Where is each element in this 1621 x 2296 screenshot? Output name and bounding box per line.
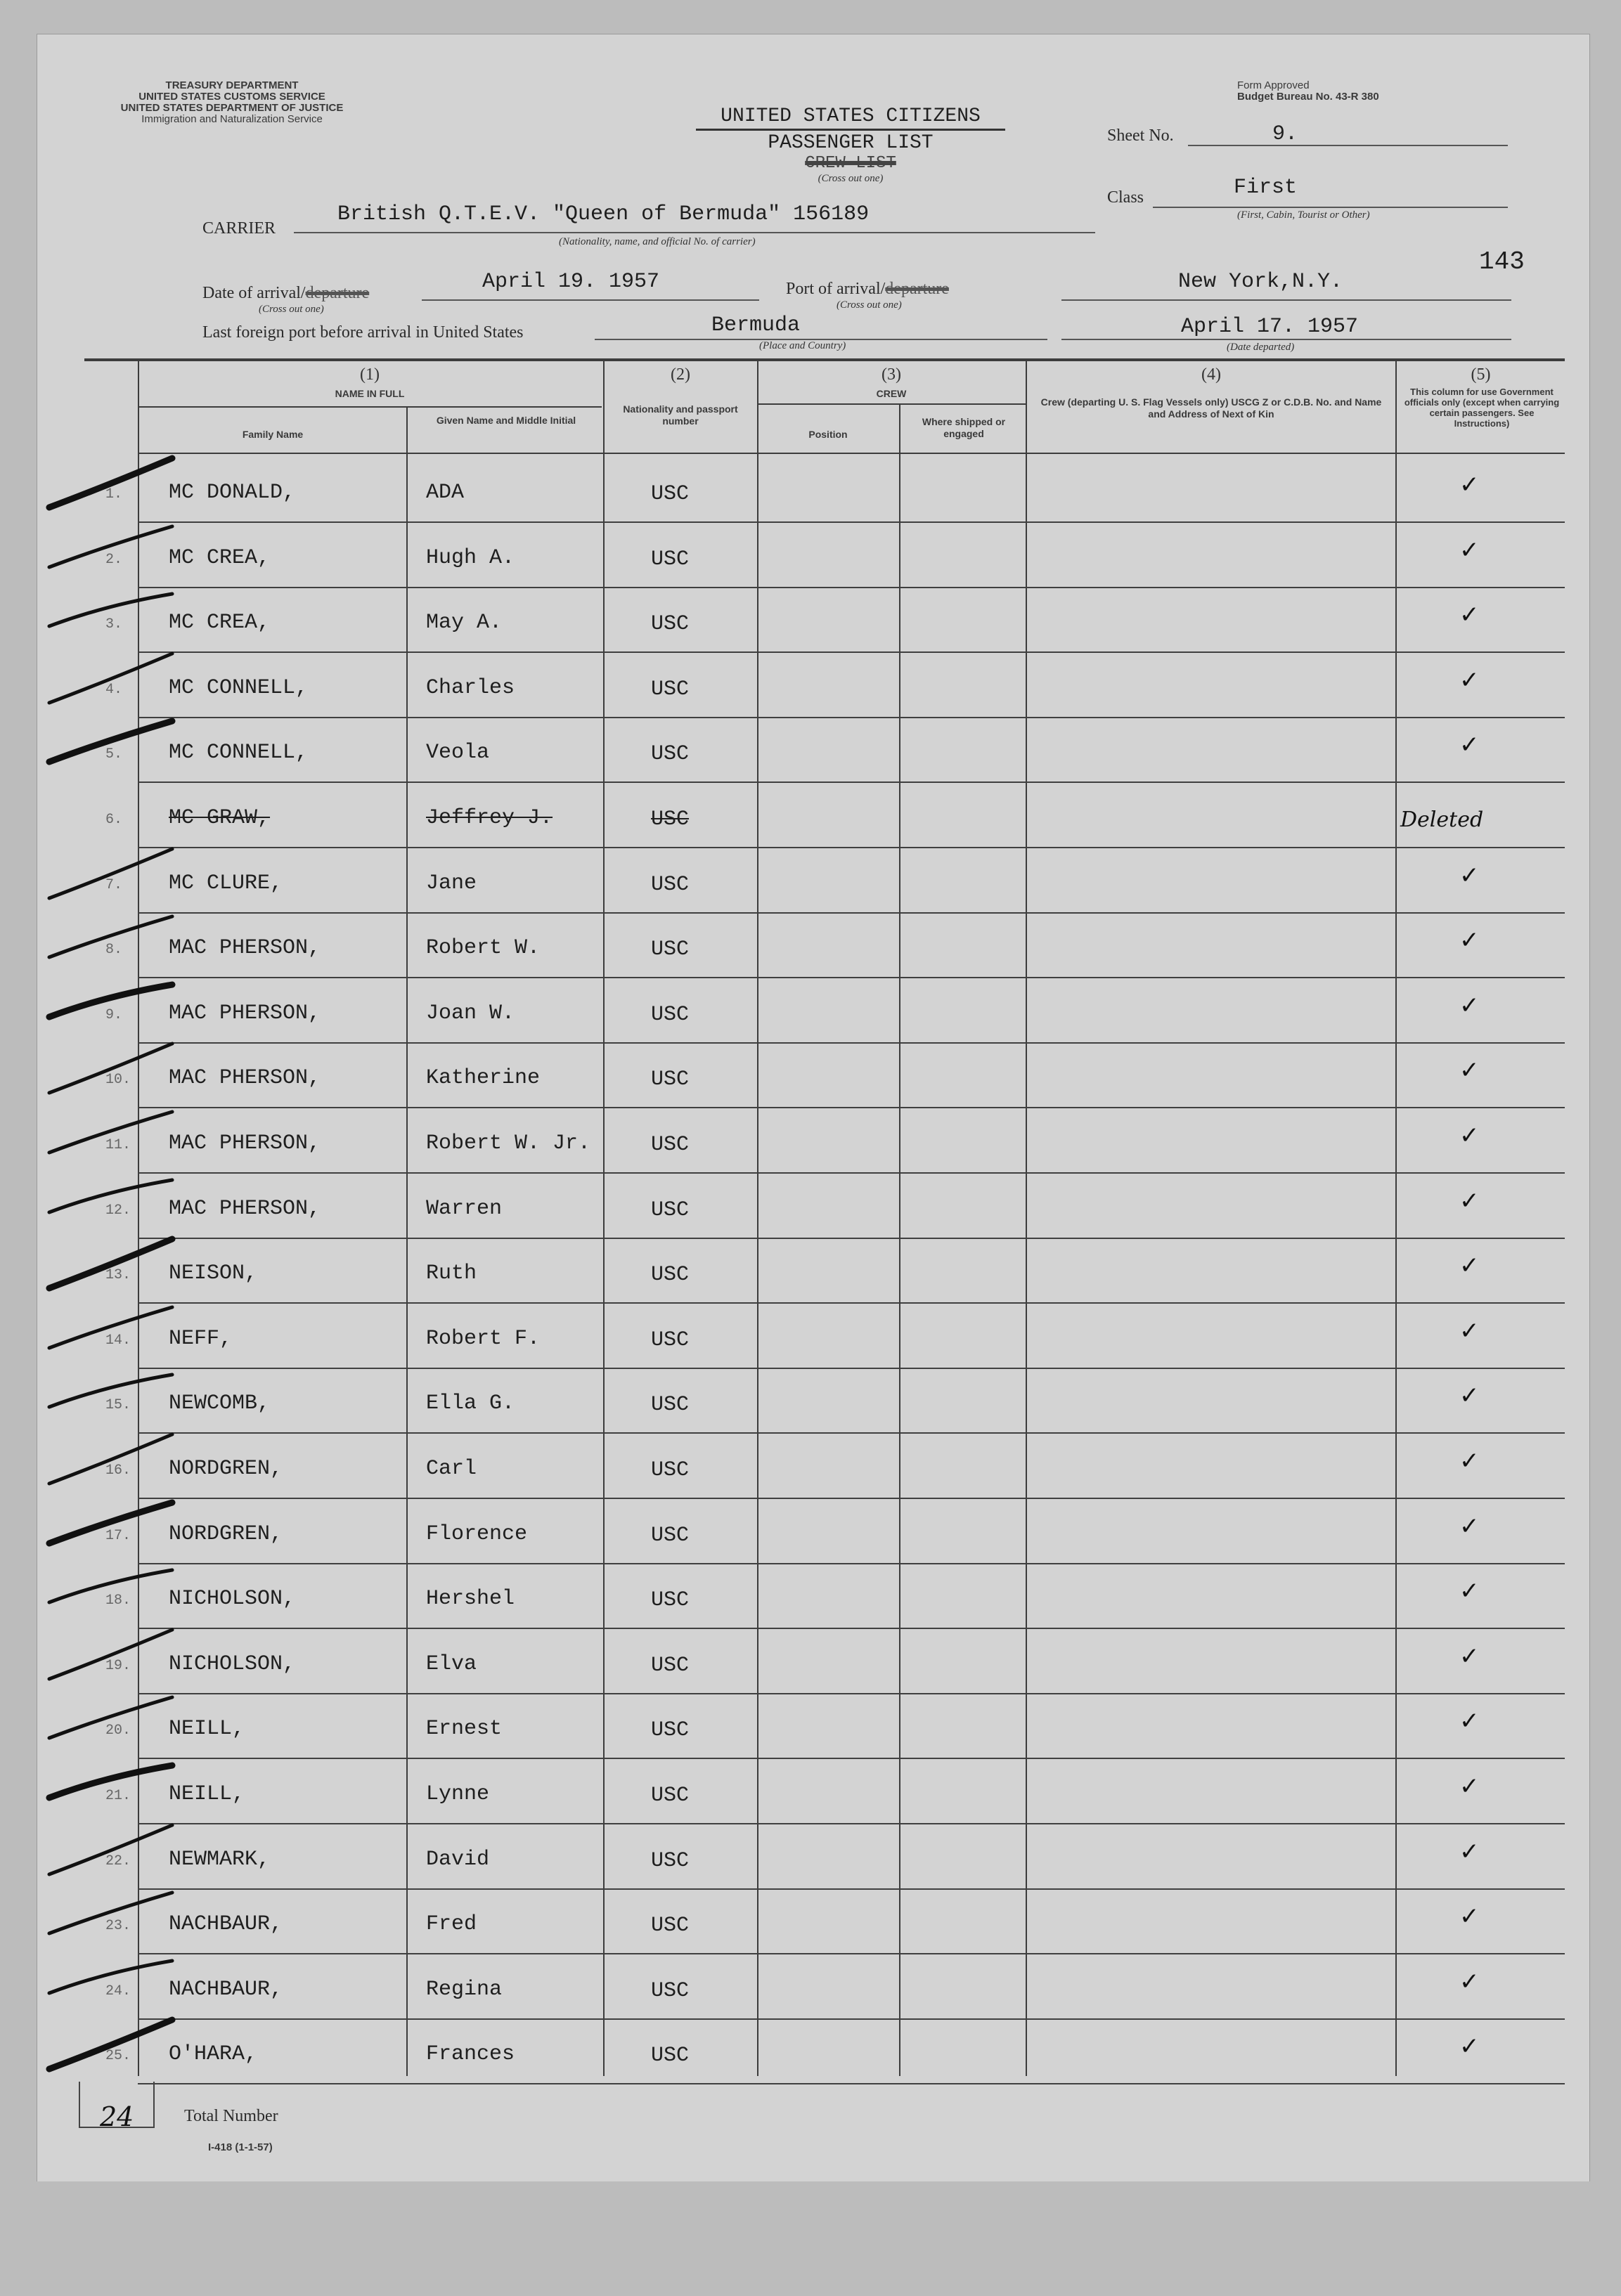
family-name: MAC PHERSON, xyxy=(169,1131,321,1155)
official-check-mark: ✓ xyxy=(1459,601,1480,630)
nationality: USC xyxy=(651,808,690,831)
given-name: Robert W. Jr. xyxy=(426,1131,591,1155)
table-row xyxy=(0,1760,1621,1824)
form-approved xyxy=(1237,80,1434,103)
family-name: MC CONNELL, xyxy=(169,675,309,700)
pen-stroke-mark xyxy=(42,1616,183,1686)
port-departure-struck: departure xyxy=(885,280,949,298)
row-number: 14. xyxy=(105,1332,131,1349)
sheet-label: Sheet No. xyxy=(1107,127,1174,145)
family-name: NEILL, xyxy=(169,1782,245,1806)
nationality: USC xyxy=(651,1133,690,1157)
official-check-mark: ✓ xyxy=(1459,666,1480,694)
family-name: MC CREA, xyxy=(169,611,271,635)
form-code: I-418 (1-1-57) xyxy=(208,2141,273,2153)
family-name: MAC PHERSON, xyxy=(169,1196,321,1221)
pen-stroke-mark xyxy=(42,1811,183,1881)
carrier-label: CARRIER xyxy=(202,219,276,238)
row-number: 17. xyxy=(105,1527,131,1544)
official-check-mark: ✓ xyxy=(1459,991,1480,1020)
pen-stroke-mark xyxy=(42,640,183,710)
page-number: 143 xyxy=(1479,247,1525,276)
row-number: 11. xyxy=(105,1137,131,1153)
nationality: USC xyxy=(651,1653,690,1678)
family-name: MAC PHERSON, xyxy=(169,936,321,961)
nationality: USC xyxy=(651,938,690,962)
title-underline xyxy=(696,129,1005,131)
given-name: May A. xyxy=(426,611,503,635)
nationality-header: Nationality and passport number xyxy=(623,403,738,427)
pen-stroke-mark xyxy=(42,1225,183,1295)
family-name: NEISON, xyxy=(169,1261,258,1286)
row-number: 23. xyxy=(105,1918,131,1935)
last-port-value: Bermuda xyxy=(711,313,801,337)
agency-line: UNITED STATES CUSTOMS SERVICE xyxy=(138,91,325,103)
agency-line: TREASURY DEPARTMENT xyxy=(165,79,299,91)
pen-stroke-mark xyxy=(42,1486,183,1556)
family-name: MC CREA, xyxy=(169,545,271,570)
official-check-mark: ✓ xyxy=(1459,1772,1480,1801)
official-check-mark: ✓ xyxy=(1459,1382,1480,1410)
sheet-line xyxy=(1188,125,1508,146)
pen-stroke-mark xyxy=(42,1746,183,1816)
official-check-mark: ✓ xyxy=(1459,1642,1480,1671)
table-row xyxy=(0,524,1621,588)
table-row xyxy=(0,1955,1621,2020)
row-number: 5. xyxy=(105,746,123,763)
col2-number: (2) xyxy=(671,365,690,384)
port-arrival-value: New York,N.Y. xyxy=(1178,270,1343,294)
pen-stroke-mark xyxy=(42,965,183,1035)
official-check-mark: ✓ xyxy=(1459,536,1480,564)
row-number: 4. xyxy=(105,681,123,698)
row-number: 22. xyxy=(105,1853,131,1869)
table-row xyxy=(0,1174,1621,1239)
nationality: USC xyxy=(651,1068,690,1092)
last-port-label: Last foreign port before arrival in United States xyxy=(202,323,524,342)
official-check-mark: ✓ xyxy=(1459,471,1480,499)
position-header: Position xyxy=(808,429,848,440)
family-name: NORDGREN, xyxy=(169,1457,283,1481)
nationality: USC xyxy=(651,1263,690,1288)
next-of-kin-header: Crew (departing U. S. Flag Vessels only) USCG Z or C.D.B. No. and Name and Address of Next of Kin xyxy=(1040,396,1382,420)
official-check-mark: ✓ xyxy=(1459,1512,1480,1541)
nationality: USC xyxy=(651,677,690,701)
given-name: Katherine xyxy=(426,1066,541,1091)
official-check-mark: Deleted xyxy=(1400,808,1484,832)
total-handwritten: 24 xyxy=(100,2101,134,2132)
given-name: Elva xyxy=(426,1652,477,1676)
table-row xyxy=(0,1630,1621,1694)
official-check-mark: ✓ xyxy=(1459,731,1480,760)
family-name: NORDGREN, xyxy=(169,1522,283,1546)
given-name: Robert W. xyxy=(426,936,541,961)
family-name: NEILL, xyxy=(169,1717,245,1742)
table-row xyxy=(0,914,1621,978)
given-name: Ernest xyxy=(426,1717,503,1742)
row-number: 20. xyxy=(105,1723,131,1739)
row-number: 9. xyxy=(105,1006,123,1023)
row-number: 13. xyxy=(105,1267,131,1284)
row-number: 16. xyxy=(105,1462,131,1479)
table-row xyxy=(0,1890,1621,1954)
table-row xyxy=(0,849,1621,914)
row-number: 1. xyxy=(105,486,123,502)
col4-number: (4) xyxy=(1201,365,1221,384)
family-name: NACHBAUR, xyxy=(169,1977,283,2002)
class-line xyxy=(1153,187,1508,208)
class-label: Class xyxy=(1107,188,1144,207)
title-line-struck: CREW LIST xyxy=(805,154,896,173)
official-check-mark: ✓ xyxy=(1459,1186,1480,1215)
table-row xyxy=(0,979,1621,1044)
row-number: 25. xyxy=(105,2048,131,2065)
family-name: NEWMARK, xyxy=(169,1847,271,1872)
table-row xyxy=(0,1434,1621,1499)
total-label: Total Number xyxy=(184,2107,278,2125)
pen-stroke-mark xyxy=(42,704,183,774)
table-row xyxy=(0,1044,1621,1108)
family-name: MC GRAW, xyxy=(169,806,271,830)
family-name: MC DONALD, xyxy=(169,481,296,505)
given-name: Robert F. xyxy=(426,1326,541,1351)
row-number: 7. xyxy=(105,876,123,893)
table-row xyxy=(0,1369,1621,1434)
family-name: O'HARA, xyxy=(169,2042,258,2067)
table-row xyxy=(0,718,1621,783)
official-check-mark: ✓ xyxy=(1459,1252,1480,1280)
row-number: 2. xyxy=(105,551,123,568)
pen-stroke-mark xyxy=(42,444,183,514)
given-name: David xyxy=(426,1847,490,1872)
pen-stroke-mark xyxy=(42,510,183,580)
given-name: Charles xyxy=(426,675,515,700)
table-row xyxy=(0,1825,1621,1890)
pen-stroke-mark xyxy=(42,2006,183,2076)
official-check-mark: ✓ xyxy=(1459,1316,1480,1345)
family-name: NEFF, xyxy=(169,1326,233,1351)
pen-stroke-mark xyxy=(42,1355,183,1425)
official-check-mark: ✓ xyxy=(1459,1707,1480,1736)
nationality: USC xyxy=(651,547,690,571)
port-arrival-text: Port of arrival/ xyxy=(786,280,886,298)
col3-number: (3) xyxy=(881,365,901,384)
table-row xyxy=(0,654,1621,718)
title-line: PASSENGER LIST xyxy=(768,132,934,154)
given-name: Jeffrey J. xyxy=(426,806,553,830)
table-row xyxy=(0,458,1621,523)
family-name: MC CLURE, xyxy=(169,871,283,895)
col3-subline xyxy=(757,403,1026,405)
official-check-mark: ✓ xyxy=(1459,1902,1480,1931)
row-divider xyxy=(138,2083,1565,2084)
table-row xyxy=(0,1564,1621,1629)
pen-stroke-mark xyxy=(42,1030,183,1100)
row-number: 3. xyxy=(105,616,123,633)
official-check-mark: ✓ xyxy=(1459,1577,1480,1606)
pen-stroke-mark xyxy=(42,1420,183,1491)
form-title xyxy=(633,105,1068,185)
nationality: USC xyxy=(651,1784,690,1808)
col1-subline xyxy=(138,406,602,408)
row-number: 6. xyxy=(105,812,123,828)
table-row xyxy=(0,588,1621,653)
cross-out-note: (Cross out one) xyxy=(818,173,884,184)
given-name: Regina xyxy=(426,1977,503,2002)
row-number: 8. xyxy=(105,942,123,959)
scan-background xyxy=(0,2181,1621,2296)
family-name: MAC PHERSON, xyxy=(169,1066,321,1091)
col1-number: (1) xyxy=(360,365,380,384)
official-check-mark: ✓ xyxy=(1459,926,1480,955)
nationality: USC xyxy=(651,1914,690,1938)
official-check-mark: ✓ xyxy=(1459,1122,1480,1150)
table-top-border xyxy=(84,358,1565,361)
sheet-value: 9. xyxy=(1272,122,1298,146)
class-value: First xyxy=(1234,176,1298,200)
given-name: Frances xyxy=(426,2042,515,2067)
family-name: MAC PHERSON, xyxy=(169,1001,321,1025)
nationality: USC xyxy=(651,1848,690,1873)
agency-line: UNITED STATES DEPARTMENT OF JUSTICE xyxy=(120,102,344,114)
pen-stroke-mark xyxy=(42,1876,183,1946)
given-name: Ruth xyxy=(426,1261,477,1286)
official-check-mark: ✓ xyxy=(1459,861,1480,890)
row-number: 21. xyxy=(105,1788,131,1804)
last-port-line xyxy=(595,318,1047,340)
nationality: USC xyxy=(651,1588,690,1613)
carrier-note: (Nationality, name, and official No. of carrier) xyxy=(559,236,756,247)
given-name: Hugh A. xyxy=(426,545,515,570)
row-number: 12. xyxy=(105,1202,131,1219)
table-row xyxy=(0,784,1621,848)
pen-stroke-mark xyxy=(42,1290,183,1361)
nationality: USC xyxy=(651,1458,690,1482)
pen-stroke-mark xyxy=(42,574,183,644)
nationality: USC xyxy=(651,1718,690,1743)
family-name: NACHBAUR, xyxy=(169,1912,283,1937)
col1-title: NAME IN FULL xyxy=(335,388,405,399)
departed-note: (Date departed) xyxy=(1227,342,1295,353)
given-name: Hershel xyxy=(426,1587,515,1611)
row-number: 24. xyxy=(105,1983,131,1999)
row-number: 10. xyxy=(105,1072,131,1089)
given-name: Lynne xyxy=(426,1782,490,1806)
given-name: Ella G. xyxy=(426,1392,515,1416)
given-name: Fred xyxy=(426,1912,477,1937)
departed-value: April 17. 1957 xyxy=(1181,315,1359,339)
given-name: Jane xyxy=(426,871,477,895)
table-row xyxy=(0,1694,1621,1759)
shipped-header: Where shipped or engaged xyxy=(922,416,1006,439)
family-name: NICHOLSON, xyxy=(169,1652,296,1676)
given-name: ADA xyxy=(426,481,465,505)
nationality: USC xyxy=(651,1328,690,1352)
nationality: USC xyxy=(651,1393,690,1418)
nationality: USC xyxy=(651,1523,690,1548)
nationality: USC xyxy=(651,1198,690,1222)
date-arrival-text: Date of arrival/ xyxy=(202,284,306,302)
pen-stroke-mark xyxy=(42,1550,183,1621)
official-check-mark: ✓ xyxy=(1459,1447,1480,1475)
nationality: USC xyxy=(651,742,690,767)
row-number: 19. xyxy=(105,1657,131,1674)
nationality: USC xyxy=(651,482,690,506)
table-row xyxy=(0,1239,1621,1304)
date-cross-note: (Cross out one) xyxy=(259,304,324,315)
agency-line: Immigration and Naturalization Service xyxy=(141,113,323,125)
date-arrival-label xyxy=(202,284,369,303)
col5-number: (5) xyxy=(1471,365,1491,384)
port-cross-note: (Cross out one) xyxy=(837,299,902,311)
pen-stroke-mark xyxy=(42,1160,183,1231)
given-name: Veola xyxy=(426,741,490,765)
nationality: USC xyxy=(651,1978,690,2003)
family-name: NEWCOMB, xyxy=(169,1392,271,1416)
official-use-header: This column for use Government officials only (except when carrying certain passengers. See Instructions) xyxy=(1404,387,1560,429)
class-note: (First, Cabin, Tourist or Other) xyxy=(1237,209,1370,221)
official-check-mark: ✓ xyxy=(1459,1837,1480,1866)
nationality: USC xyxy=(651,1002,690,1027)
given-name: Carl xyxy=(426,1457,477,1481)
family-name: NICHOLSON, xyxy=(169,1587,296,1611)
header-bottom-line xyxy=(138,453,1565,454)
nationality: USC xyxy=(651,2044,690,2068)
official-check-mark: ✓ xyxy=(1459,2032,1480,2061)
pen-stroke-mark xyxy=(42,900,183,970)
agency-block xyxy=(84,80,380,125)
pen-stroke-mark xyxy=(42,835,183,905)
crew-header: CREW xyxy=(876,388,907,399)
form-approved-line: Form Approved xyxy=(1237,79,1310,91)
official-check-mark: ✓ xyxy=(1459,1967,1480,1996)
pen-stroke-mark xyxy=(42,1680,183,1751)
nationality: USC xyxy=(651,612,690,637)
given-name: Florence xyxy=(426,1522,528,1546)
port-arrival-label xyxy=(786,280,949,299)
given-header: Given Name and Middle Initial xyxy=(436,415,576,426)
pen-stroke-mark xyxy=(42,1095,183,1165)
date-departure-struck: departure xyxy=(305,284,370,302)
date-arrival-value: April 19. 1957 xyxy=(482,270,660,294)
table-row xyxy=(0,1109,1621,1174)
table-row xyxy=(0,1304,1621,1369)
form-approved-line: Budget Bureau No. 43-R 380 xyxy=(1237,91,1379,103)
official-check-mark: ✓ xyxy=(1459,1056,1480,1085)
carrier-value: British Q.T.E.V. "Queen of Bermuda" 156189 xyxy=(337,202,870,226)
nationality: USC xyxy=(651,872,690,897)
table-row xyxy=(0,2020,1621,2084)
row-number: 15. xyxy=(105,1397,131,1414)
family-header: Family Name xyxy=(242,429,304,440)
last-port-note: (Place and Country) xyxy=(759,340,846,351)
family-name: MC CONNELL, xyxy=(169,741,309,765)
title-line: UNITED STATES CITIZENS xyxy=(721,105,981,127)
given-name: Joan W. xyxy=(426,1001,515,1025)
table-row xyxy=(0,1500,1621,1564)
given-name: Warren xyxy=(426,1196,503,1221)
pen-stroke-mark xyxy=(42,1941,183,2011)
row-number: 18. xyxy=(105,1593,131,1609)
